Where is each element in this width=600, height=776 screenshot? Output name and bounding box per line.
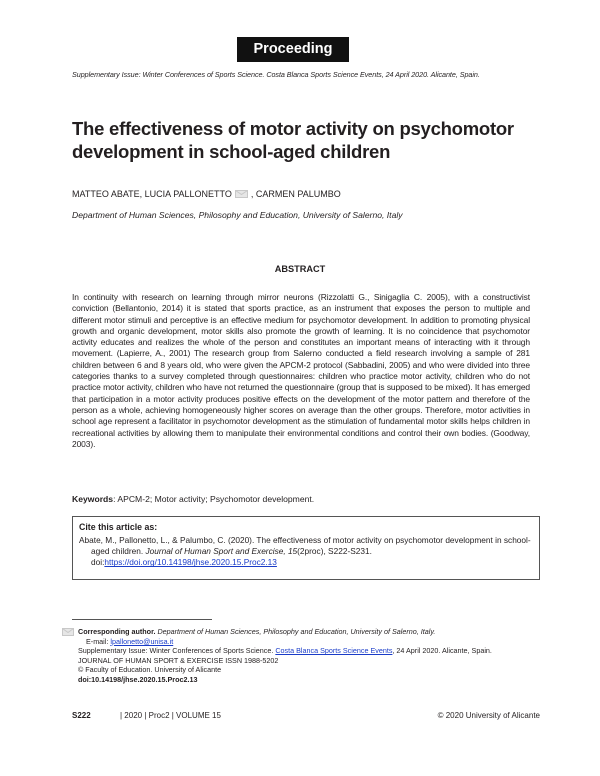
corresponding-text: Department of Human Sciences, Philosophy and Education, University of Salerno, Italy. bbox=[155, 627, 436, 636]
citation-heading: Cite this article as: bbox=[79, 522, 158, 532]
abstract-body: In continuity with research on learning through mirror neurons (Rizzolatti G., Sinigaglia C. 2005), with a constructivist conviction (Bellantonio, 2014) it is stated that sports practice, as an instrument that exposes the person to multiple and different motor stimuli and perceptive is an effective medium for psychomotor development. In addition to promoting physical growth and organic development, motor skills also promote the growth of learning. It is no coincidence that psychomotor activity educates and realizes the whole of the person and constitutes an important means of interacting with it through movement. (Lapierre, A., 2001) The research group from Salerno conducted a field research involving a sample of 281 children between 6 and 8 years old, who were given the APCM-2 protocol (Sabbadini, 2005) and who were divided into three categories thanks to a survey completed through questionnaires: children who practice motor activity, children who do not practice motor activity, children who have not returned the questionnaire (group that is supposed to be mixed). It has emerged that participation in a motor activity produces positive effects on the development of the motor pattern and therefore of the person as a whole, achieving homogeneously higher scores on average than the other groups. Therefore, motor activities in school age represent a facilitator in psychomotor development as the stimulation of fundamental motor skills helps children in recreational activities by allowing them to manipulate their environmental conditions and control their own bodies. (Goodway, 2003). bbox=[72, 292, 530, 449]
citation-text bbox=[79, 535, 533, 569]
footer-copyright: © 2020 University of Alicante bbox=[437, 711, 540, 720]
email-line bbox=[78, 637, 548, 647]
author-list bbox=[72, 189, 341, 199]
supplementary-note bbox=[78, 646, 548, 656]
citation-box bbox=[72, 516, 540, 580]
footnote-doi bbox=[78, 675, 548, 685]
supp-link[interactable]: Costa Blanca Sports Science Events bbox=[275, 646, 393, 656]
envelope-icon[interactable] bbox=[235, 190, 248, 198]
footnote-divider bbox=[72, 619, 212, 620]
corresponding-label: Corresponding author. bbox=[78, 627, 156, 636]
supp-suffix: , 24 April 2020. Alicante, Spain. bbox=[392, 646, 492, 656]
keywords bbox=[72, 494, 314, 504]
citation-issue: (2proc), S222-S231. bbox=[297, 546, 372, 557]
article-title: The effectiveness of motor activity on psychomotor development in school-aged children bbox=[72, 118, 514, 162]
authors-part2: , CARMEN PALUMBO bbox=[250, 189, 341, 199]
page-footer bbox=[72, 711, 540, 720]
keywords-label: Keywords bbox=[72, 494, 114, 504]
footnote-doi-text: doi:10.14198/jhse.2020.15.Proc2.13 bbox=[78, 674, 198, 684]
journal-issn: JOURNAL OF HUMAN SPORT & EXERCISE ISSN 1988-5202 bbox=[78, 655, 279, 665]
citation-plain: Abate, M., Pallonetto, L., & Palumbo, C. (2020). The effectiveness of motor activity on psychomotor development in school-aged children. bbox=[79, 535, 531, 557]
proceeding-badge: Proceeding bbox=[237, 37, 349, 62]
page-number: S222 bbox=[72, 711, 91, 720]
abstract-heading: ABSTRACT bbox=[274, 264, 326, 274]
footnote bbox=[78, 627, 548, 685]
supplementary-issue-line: Supplementary Issue: Winter Conferences of Sports Science. Costa Blanca Sports Science Events, 24 April 2020. Alicante, Spain. bbox=[72, 70, 480, 79]
supp-prefix: Supplementary Issue: Winter Conferences of Sports Science. bbox=[78, 646, 276, 656]
affiliation: Department of Human Sciences, Philosophy and Education, University of Salerno, Italy bbox=[72, 210, 403, 220]
authors-part1: MATTEO ABATE, LUCIA PALLONETTO bbox=[72, 189, 232, 199]
email-link[interactable]: lpallonetto@unisa.it bbox=[110, 636, 174, 646]
citation-doi-label: doi: bbox=[91, 557, 105, 568]
envelope-icon[interactable] bbox=[62, 628, 74, 636]
citation-doi-link[interactable]: https://doi.org/10.14198/jhse.2020.15.Proc2.13 bbox=[104, 557, 277, 568]
email-label: E-mail: bbox=[86, 636, 111, 646]
keywords-text: : APCM-2; Motor activity; Psychomotor development. bbox=[113, 494, 315, 504]
volume-info: | 2020 | Proc2 | VOLUME 15 bbox=[120, 711, 221, 720]
citation-journal: Journal of Human Sport and Exercise, 15 bbox=[145, 546, 298, 557]
corresponding-author bbox=[78, 627, 548, 637]
faculty-copyright: © Faculty of Education. University of Alicante bbox=[78, 665, 222, 675]
